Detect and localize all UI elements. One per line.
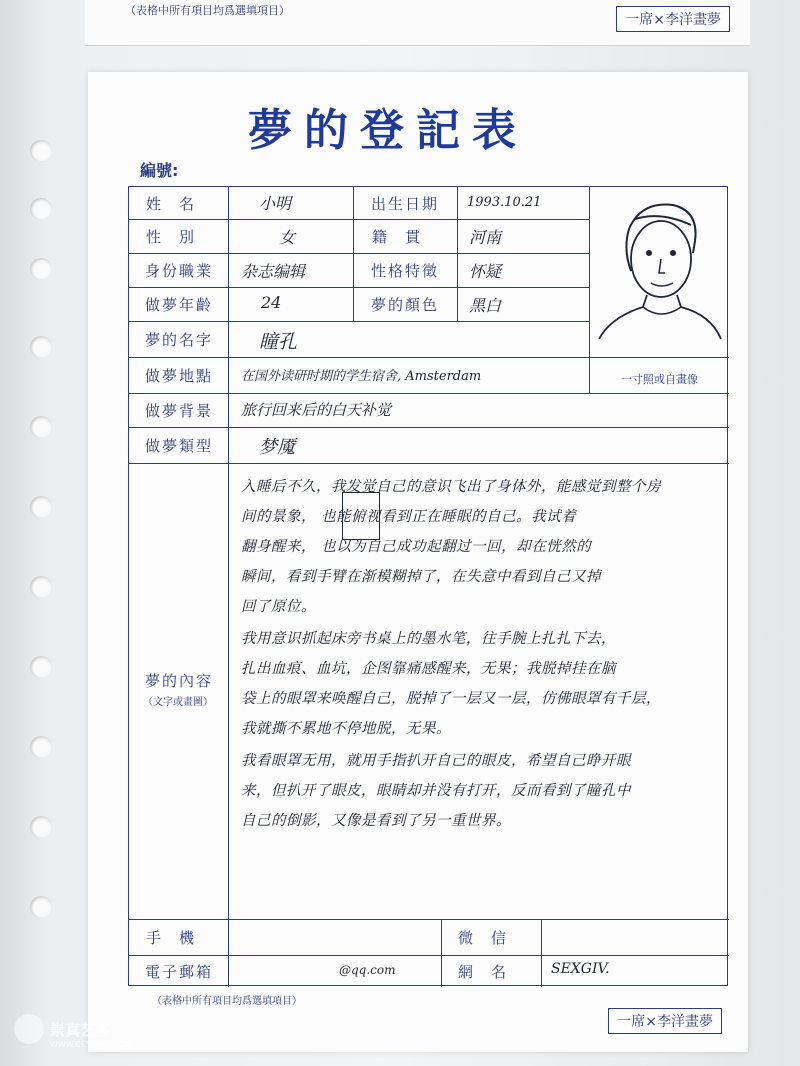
value-age: 24	[261, 293, 282, 312]
content-line: 我看眼罩无用，就用手指扒开自己的眼皮，希望自己睁开眼	[241, 753, 631, 769]
value-native: 河南	[469, 228, 502, 247]
value-occupation: 杂志编辑	[241, 262, 306, 281]
label-native: 籍貫	[371, 227, 438, 246]
content-line: 瞬间，看到手臂在渐模糊掉了，在失意中看到自己又掉	[241, 569, 601, 585]
value-birth: 1993.10.21	[467, 195, 542, 210]
label-background: 做夢背景	[144, 401, 213, 420]
label-occupation: 身份職業	[144, 261, 213, 280]
value-dream-name: 瞳孔	[259, 331, 298, 353]
content-line: 入睡后不久，我发觉自己的意识飞出了身体外，能感觉到整个房	[241, 479, 661, 495]
label-content-sub: （文字或畫圖）	[143, 697, 213, 708]
value-type: 梦魇	[259, 437, 295, 458]
watermark-logo-icon	[14, 1014, 44, 1044]
value-background: 旅行回来后的白天补觉	[241, 401, 392, 419]
label-gender: 性別	[145, 227, 212, 246]
label-location: 做夢地點	[144, 366, 213, 385]
label-netname: 網名	[457, 962, 524, 981]
label-name: 姓名	[145, 194, 212, 213]
label-email: 電子郵箱	[144, 962, 213, 981]
footer-note: （表格中所有項目均爲選填項目）	[152, 996, 302, 1007]
label-type: 做夢類型	[144, 436, 213, 455]
value-color: 黑白	[469, 296, 502, 315]
label-birth: 出生日期	[370, 194, 439, 213]
photo-caption: 一寸照或自畫像	[621, 373, 698, 386]
label-dream-name: 夢的名字	[144, 330, 213, 349]
previous-sheet-note: （表格中所有項目均爲選填項目）	[125, 4, 290, 17]
form-grid	[128, 186, 728, 986]
content-line: 间的景象， 也能俯视看到正在睡眠的自己。我试着	[241, 509, 577, 525]
watermark-text: 崇真艺客	[50, 1020, 111, 1039]
self-portrait-drawing	[591, 189, 727, 389]
content-line: 翻身醒来， 也以为自己成功起翻过一回，却在恍然的	[241, 539, 592, 555]
value-location: 在国外读研时期的学生宿舍, Amsterdam	[241, 369, 482, 384]
value-gender: 女	[279, 228, 296, 247]
label-personality: 性格特徵	[370, 261, 439, 280]
label-phone: 手機	[145, 928, 212, 947]
value-email: @qq.com	[339, 963, 396, 977]
label-content: 夢的內容	[144, 671, 213, 690]
dream-registration-form	[88, 72, 748, 1052]
watermark-url: WWW.CCYKART.COM	[50, 1040, 133, 1049]
content-line: 来，但扒开了眼皮，眼睛却并没有打开，反而看到了瞳孔中	[241, 783, 631, 799]
label-age: 做夢年齡	[144, 295, 213, 314]
previous-sheet-brand: 一席×李洋畫夢	[616, 6, 730, 32]
value-name: 小明	[259, 194, 292, 213]
label-color: 夢的顏色	[370, 295, 439, 314]
previous-sheet-edge	[85, 0, 750, 46]
small-sketch-box	[342, 492, 380, 540]
brand-box: 一席×李洋畫夢	[608, 1008, 722, 1034]
value-netname: SEXGIV.	[551, 961, 610, 977]
content-line: 我用意识抓起床旁书桌上的墨水笔，往手腕上扎扎下去，	[241, 631, 616, 647]
content-line: 我就撕不累地不停地脱，无果。	[241, 721, 451, 737]
serial-number-label: 編號:	[140, 161, 179, 180]
label-wechat: 微信	[457, 928, 524, 947]
content-line: 回了原位。	[241, 599, 316, 615]
content-line: 袋上的眼罩来唤醒自己，脱掉了一层又一层，仿佛眼罩有千层，	[241, 691, 661, 707]
value-personality: 怀疑	[469, 262, 502, 281]
form-title: 夢的登記表	[248, 105, 528, 156]
content-line: 扎出血痕、血坑，企图靠痛感醒来，无果；我脱掉挂在脑	[241, 661, 616, 677]
content-line: 自己的倒影，又像是看到了另一重世界。	[241, 813, 511, 829]
